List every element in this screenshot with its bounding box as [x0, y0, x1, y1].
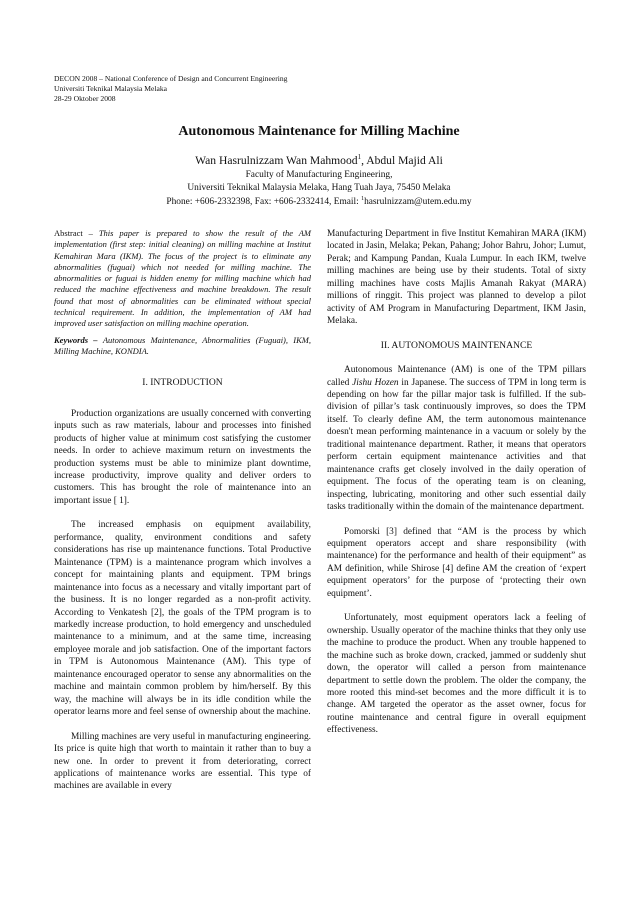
email-superscript: 1: [361, 196, 365, 202]
paragraph: Milling machines are very useful in manufacturing engineering. Its price is quite high that worth to maintain it rather than to buy a new one. In order to prevent it from deteriorating, correct applications of maintenance works are essential. This type of machines are available in every: [54, 731, 311, 792]
conference-dates: 28-29 Oktober 2008: [54, 94, 116, 104]
japanese-term: Jishu Hozen: [352, 377, 399, 388]
abstract: [54, 228, 311, 330]
affiliation-faculty: Faculty of Manufacturing Engineering,: [245, 170, 393, 180]
author-superscript: 1: [357, 153, 362, 161]
contact-phone-fax: Phone: +606-2332398, Fax: +606-2332414, Email:: [166, 197, 362, 208]
keywords: [54, 335, 311, 358]
section-heading-autonomous-maintenance: II. AUTONOMOUS MAINTENANCE: [380, 339, 533, 351]
abstract-text: This paper is prepared to show the result of the AM implementation (first step: initial cleaning) on milling machine at Institut Kemahiran Mara (IKM). The focus of the project is to eliminate any abnormalities (fuguai) which not needed for milling machine. The abnormalities or fuguai is hidden enemy for milling machine which had reduced the machine effectiveness and machine breakdown. The result found that most of abnormalities can be eliminated without special technical requirement. In addition, the implementation of AM had improved user satisfaction on milling machine operation.: [54, 228, 312, 329]
conference-header: [54, 74, 287, 105]
left-column: [54, 228, 311, 793]
contact-email: hasrulnizzam@utem.edu.my: [364, 197, 472, 208]
abstract-label: Abstract –: [54, 228, 93, 238]
section-heading-introduction: I. INTRODUCTION: [142, 377, 223, 389]
paragraph: Pomorski [3] defined that “AM is the process by which equipment operators accept and share responsibility (with maintenance) for the performance and health of their equipment” as AM definition, while Shirose [4] define AM the creation of ‘expert equipment operators’ for the purpose of ‘protecting their own equipment’.: [327, 526, 586, 599]
paragraph: The increased emphasis on equipment availability, performance, quality, environment conditions and safety considerations has rise up maintenance functions. Total Productive Maintenance (TPM) is a maintenance program which involves a concept for maintaining plants and equipment. TPM brings maintenance into focus as a necessary and vitally important part of the business. It is no longer regarded as a non-profit activity. According to Venkatesh [2], the goals of the TPM program is to markedly increase production, to hold emergency and unscheduled maintenance to a minimum, and at the same time, increasing employee morale and job satisfaction. One of the important factors in TPM is Autonomous Maintenance (AM). This type of maintenance encouraged operator to sense any abnormalities on the machine and maintain common problem by him/herself. By this way, the machine will always be in its idle condition while the operator learns more and feel sense of ownership about the machine.: [54, 520, 311, 718]
author-line: [0, 153, 638, 167]
paragraph: [327, 364, 586, 513]
keywords-label: Keywords –: [54, 334, 98, 345]
paragraph-text: in Japanese. The success of TPM in long term is depending on how far the pillar major task is fulfilled. If the sub-division of pillar’s task continuously improves, so does the TPM itself. To clearly define AM, the term autonomous maintenance doesn't mean performing maintenance in a vacuum or solely by the traditional maintenance department. Rather, it means that operators perform certain equipment maintenance activities and that maintenance crafts get closely involved in the daily operation of equipment. The focus of the operating team is on cleaning, inspecting, lubricating, monitoring and other such essential daily tasks traditionally within the domain of the maintenance department.: [327, 377, 586, 513]
university-name: Universiti Teknikal Malaysia Melaka: [54, 84, 167, 94]
conference-name: DECON 2008 – National Conference of Design and Concurrent Engineering: [54, 74, 288, 83]
paragraph: Unfortunately, most equipment operators lack a feeling of ownership. Usually operator of the machine thinks that they only use the machine to produce the product. When any trouble happened to the machine such as broke down, cracked, jammed or suddenly shut down, the operator will called a person from maintenance department to settle down the problem. The older the company, the more rooted this mind-set becomes and the more difficult it is to change. AM targeted the operator as the asset owner, focus for routine maintenance and central figure in overall equipment effectiveness.: [327, 613, 586, 736]
paragraph: Production organizations are usually concerned with converting inputs such as raw materials, labour and processes into finished products of higher value at minimum cost satisfying the customer needs. In order to achieve maximum return on investments the production systems must be able to minimize plant downtime, increase productivity, improve quality and deliver orders to customers. This has brought the role of maintenance into an important issue [ 1].: [54, 408, 311, 506]
keywords-text: Autonomous Maintenance, Abnormalities (Fuguai), IKM, Milling Machine, KONDIA.: [54, 334, 311, 356]
author-secondary: , Abdul Majid Ali: [361, 153, 443, 167]
paragraph: Manufacturing Department in five Institut Kemahiran MARA (IKM) located in Jasin, Melaka; Pekan, Pahang; Johor Bahru, Johor; Lumut, Perak; and Kampung Pandan, Kuala Lumpur. In each IKM, twelve milling machines are being use by their students. Total of sixty milling machines have costs Majlis Amanah Rakyat (MARA) millions of ringgit. This project was planned to develop a pilot activity of AM Program in Manufacturing Department, IKM Jasin, Melaka.: [327, 229, 586, 327]
paragraph-text: Autonomous Maintenance (AM) is one of the TPM pillars called: [327, 365, 586, 388]
affiliation-address: Universiti Teknikal Malaysia Melaka, Hang Tuah Jaya, 75450 Melaka: [187, 183, 451, 193]
author-primary: Wan Hasrulnizzam Wan Mahmood: [195, 153, 358, 167]
paper-title: Autonomous Maintenance for Milling Machine: [178, 124, 460, 139]
affiliation-contact: [0, 196, 638, 207]
right-column: [327, 228, 586, 737]
